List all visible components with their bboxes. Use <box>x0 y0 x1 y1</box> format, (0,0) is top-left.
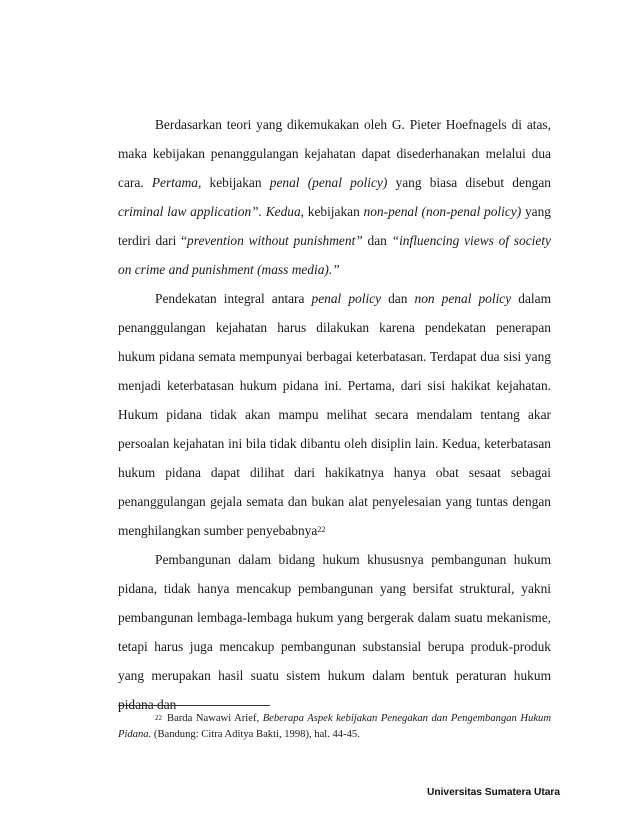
footnote-reference[interactable]: 22 <box>317 525 326 534</box>
footnote-author: Barda Nawawi Arief, <box>167 713 263 724</box>
p1-italic-criminal-law: criminal law application”. Kedua <box>118 204 301 219</box>
p1-text-2: kebijakan <box>201 175 270 190</box>
main-body <box>118 110 551 719</box>
footer-institution: Universitas Sumatera Utara <box>427 787 561 798</box>
footnote <box>118 711 551 743</box>
p1-italic-non-penal: non-penal (non-penal policy) <box>363 204 522 219</box>
p1-italic-influencing: “influencing views of society on crime and punishment (mass media).” <box>118 233 551 277</box>
p1-italic-pertama: Pertama, <box>151 175 202 190</box>
p3-text: Pembangunan dalam bidang hukum khususnya pembangunan hukum pidana, tidak hanya mencakup pembangunan yang bersifat struktural, yakni pembangunan lembaga-lembaga hukum yang bergerak dalam suatu mekanisme, tetapi harus juga mencakup pembangunan substansial berupa produk-produk yang merupakan hasil suatu sistem hukum dalam bentuk peraturan hukum pidana dan <box>118 552 551 712</box>
paragraph-1 <box>118 110 551 284</box>
p1-text-1: Berdasarkan teori yang dikemukakan oleh G. Pieter Hoefnagels di atas, maka kebijakan penanggulangan kejahatan dapat disederhanakan melalui dua cara. <box>118 117 551 190</box>
p2-text-3: dalam penanggulangan kejahatan harus dilakukan karena pendekatan penerapan hukum pidana semata mempunyai berbagai keterbatasan. Terdapat dua sisi yang menjadi keterbatasan hukum pidana ini. Pertama, dari sisi hakikat kejahatan. Hukum pidana tidak akan mampu melihat secara mendalam tentang akar persoalan kejahatan ini bila tidak dibantu oleh disiplin lain. Kedua, keterbatasan hukum pidana dapat dilihat dari hakikatnya hanya obat sesaat sebagai penanggulangan gejala semata dan bukan alat penyelesaian yang tuntas dengan menghilangkan sumber penyebabnya <box>118 291 551 538</box>
paragraph-3 <box>118 545 551 719</box>
p1-text-6: dan <box>362 233 392 248</box>
p2-italic-non-penal-policy: non penal policy <box>414 291 512 306</box>
p1-text-5: yang terdiri dari “ <box>118 204 551 248</box>
p2-text-1: Pendekatan integral antara <box>155 291 312 306</box>
p1-italic-penal: penal (penal policy) <box>269 175 388 190</box>
footnote-divider <box>118 705 270 706</box>
footnote-number: 22 <box>155 714 162 722</box>
p2-text-2: dan <box>381 291 415 306</box>
footnote-title: Beberapa Aspek kebijakan Penegakan dan Pengembangan Hukum Pidana. <box>118 713 551 740</box>
p1-italic-prevention: prevention without punishment” <box>187 233 363 248</box>
p2-italic-penal-policy: penal policy <box>311 291 382 306</box>
p1-text-4: , kebijakan <box>300 204 364 219</box>
p1-text-3: yang biasa disebut dengan <box>387 175 551 190</box>
footnote-publication: (Bandung: Citra Aditya Bakti, 1998), hal. 44-45. <box>151 729 360 740</box>
paragraph-2 <box>118 284 551 545</box>
